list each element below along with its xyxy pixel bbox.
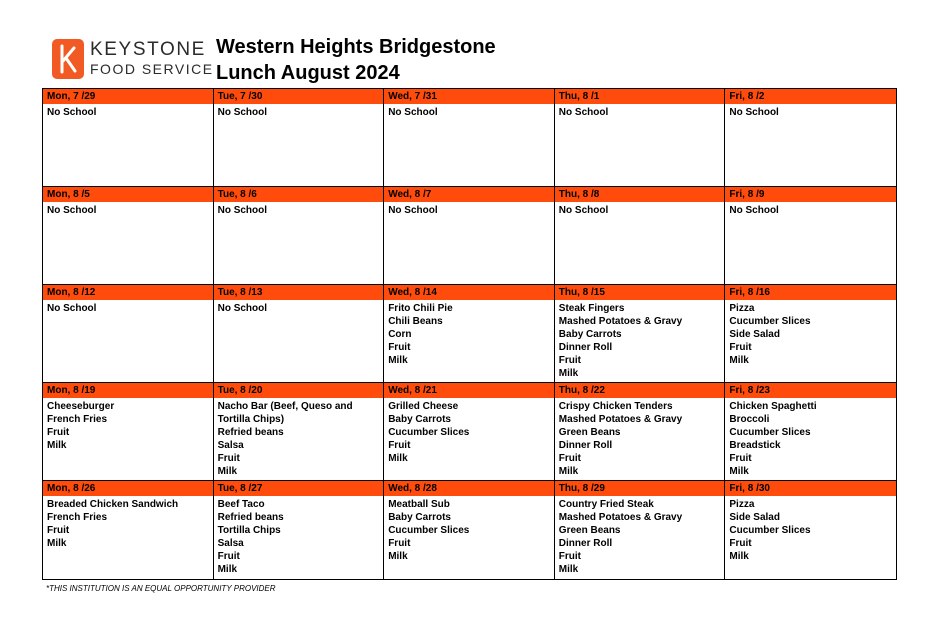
day-cell [214, 481, 385, 579]
day-header: Mon, 8 /5 [43, 187, 213, 202]
day-header: Wed, 8 /7 [384, 187, 554, 202]
menu-item: Baby Carrots [558, 329, 622, 340]
keystone-k-logo-icon [52, 39, 84, 79]
day-header: Mon, 8 /19 [43, 383, 213, 398]
menu-item: Cucumber Slices [729, 525, 811, 536]
day-cell [43, 89, 214, 187]
day-header: Wed, 7 /31 [384, 89, 554, 104]
menu-item: Fruit [729, 453, 752, 464]
menu-items [214, 300, 384, 315]
day-cell [555, 187, 726, 285]
menu-item: No School [217, 303, 268, 314]
day-cell [214, 89, 385, 187]
day-cell [725, 383, 896, 481]
menu-item: Milk [388, 453, 408, 464]
menu-item: Fruit [388, 440, 411, 451]
day-cell [384, 187, 555, 285]
menu-item: Cheeseburger [47, 401, 115, 412]
menu-item: Tortilla Chips) [217, 414, 285, 425]
menu-item: Baby Carrots [388, 414, 451, 425]
menu-items [384, 202, 554, 217]
day-header: Mon, 7 /29 [43, 89, 213, 104]
menu-items [725, 202, 896, 217]
day-cell [214, 383, 385, 481]
menu-items [43, 496, 213, 550]
menu-item: Meatball Sub [388, 499, 450, 510]
menu-item: Tortilla Chips [217, 525, 281, 536]
day-header: Thu, 8 /8 [555, 187, 725, 202]
menu-item: Cucumber Slices [388, 427, 470, 438]
menu-item: Fruit [217, 453, 240, 464]
menu-items [725, 496, 896, 563]
menu-items [384, 496, 554, 563]
day-cell [725, 89, 896, 187]
menu-item: Mashed Potatoes & Gravy [558, 512, 683, 523]
menu-item: Cucumber Slices [729, 316, 811, 327]
menu-items [725, 300, 896, 367]
day-cell [725, 187, 896, 285]
menu-item: Grilled Cheese [388, 401, 459, 412]
day-header: Fri, 8 /30 [725, 481, 896, 496]
day-cell [214, 285, 385, 383]
menu-item: Baby Carrots [388, 512, 451, 523]
day-header: Tue, 8 /6 [214, 187, 384, 202]
menu-items [43, 104, 213, 119]
menu-item: Fruit [217, 551, 240, 562]
menu-item: Breaded Chicken Sandwich [47, 499, 179, 510]
day-header: Wed, 8 /21 [384, 383, 554, 398]
day-header: Mon, 8 /12 [43, 285, 213, 300]
menu-item: No School [388, 107, 438, 118]
menu-item: Fruit [558, 551, 582, 562]
menu-item: Milk [729, 551, 749, 562]
menu-item: Fruit [388, 342, 411, 353]
menu-item: Pizza [729, 499, 755, 510]
day-cell [384, 383, 555, 481]
menu-item: Milk [558, 564, 579, 575]
day-header: Wed, 8 /28 [384, 481, 554, 496]
menu-item: Mashed Potatoes & Gravy [558, 316, 683, 327]
day-header: Thu, 8 /22 [555, 383, 725, 398]
menu-items [555, 398, 725, 478]
menu-item: Dinner Roll [558, 342, 613, 353]
menu-item: Milk [217, 466, 238, 477]
day-cell [214, 187, 385, 285]
menu-item: Salsa [217, 538, 244, 549]
menu-items [555, 104, 725, 119]
menu-item: Steak Fingers [558, 303, 625, 314]
equal-opportunity-notice: *THIS INSTITUTION IS AN EQUAL OPPORTUNITY PROVIDER [46, 584, 276, 593]
day-cell [43, 481, 214, 579]
day-header: Tue, 8 /13 [214, 285, 384, 300]
day-cell [384, 285, 555, 383]
day-header: Tue, 8 /20 [214, 383, 384, 398]
menu-item: Fruit [47, 427, 70, 438]
day-header: Thu, 8 /29 [555, 481, 725, 496]
day-header: Fri, 8 /23 [725, 383, 896, 398]
menu-item: Dinner Roll [558, 538, 613, 549]
menu-items [384, 104, 554, 119]
menu-item: Fruit [729, 538, 752, 549]
day-cell [555, 383, 726, 481]
menu-item: Side Salad [729, 512, 780, 523]
day-header: Thu, 8 /15 [555, 285, 725, 300]
menu-item: Refried beans [217, 512, 284, 523]
day-header: Wed, 8 /14 [384, 285, 554, 300]
menu-item: Nacho Bar (Beef, Queso and [217, 401, 353, 412]
menu-items [725, 104, 896, 119]
day-cell [725, 285, 896, 383]
menu-item: Corn [388, 329, 412, 340]
menu-items [43, 202, 213, 217]
menu-item: Cucumber Slices [729, 427, 811, 438]
menu-item: Fruit [47, 525, 70, 536]
day-cell [43, 383, 214, 481]
day-header: Tue, 7 /30 [214, 89, 384, 104]
menu-items [555, 300, 725, 380]
menu-item: No School [47, 303, 97, 314]
menu-items [43, 300, 213, 315]
page-title [216, 34, 496, 86]
menu-item: No School [729, 205, 779, 216]
menu-items [555, 202, 725, 217]
menu-item: Milk [388, 355, 408, 366]
menu-item: Fruit [558, 453, 582, 464]
menu-item: Pizza [729, 303, 755, 314]
menu-item: French Fries [47, 512, 108, 523]
menu-item: Cucumber Slices [388, 525, 470, 536]
menu-items [384, 300, 554, 367]
menu-item: No School [47, 107, 97, 118]
menu-item: Milk [388, 551, 408, 562]
menu-month: Lunch August 2024 [216, 62, 400, 84]
menu-item: French Fries [47, 414, 108, 425]
menu-item: Crispy Chicken Tenders [558, 401, 673, 412]
day-cell [725, 481, 896, 579]
menu-item: Beef Taco [217, 499, 265, 510]
day-cell [384, 481, 555, 579]
day-cell [43, 187, 214, 285]
logo-text-food-service: FOOD SERVICE [90, 61, 214, 77]
logo-text-keystone: KEYSTONE [90, 39, 206, 60]
menu-items [725, 398, 896, 478]
menu-item: Chicken Spaghetti [729, 401, 817, 412]
menu-item: No School [729, 107, 779, 118]
menu-item: Dinner Roll [558, 440, 613, 451]
day-header: Fri, 8 /9 [725, 187, 896, 202]
menu-items [384, 398, 554, 465]
menu-item: No School [558, 205, 609, 216]
menu-item: No School [558, 107, 609, 118]
menu-items [214, 104, 384, 119]
menu-items [214, 398, 384, 478]
menu-item: Fruit [388, 538, 411, 549]
menu-items [214, 202, 384, 217]
day-header: Tue, 8 /27 [214, 481, 384, 496]
menu-item: No School [217, 205, 268, 216]
menu-item: No School [388, 205, 438, 216]
menu-item: Milk [47, 440, 67, 451]
menu-item: Side Salad [729, 329, 780, 340]
menu-item: Country Fried Steak [558, 499, 654, 510]
menu-item: Mashed Potatoes & Gravy [558, 414, 683, 425]
menu-items [214, 496, 384, 576]
menu-item: Breadstick [729, 440, 781, 451]
menu-item: Milk [558, 368, 579, 379]
menu-item: Salsa [217, 440, 244, 451]
menu-item: Fruit [558, 355, 582, 366]
day-header: Mon, 8 /26 [43, 481, 213, 496]
menu-item: Green Beans [558, 427, 621, 438]
menu-item: Milk [729, 355, 749, 366]
day-header: Fri, 8 /2 [725, 89, 896, 104]
keystone-logo [52, 39, 214, 81]
day-header: Fri, 8 /16 [725, 285, 896, 300]
menu-item: Milk [47, 538, 67, 549]
day-cell [555, 481, 726, 579]
menu-item: No School [217, 107, 268, 118]
day-cell [555, 89, 726, 187]
menu-item: Broccoli [729, 414, 770, 425]
menu-item: Fruit [729, 342, 752, 353]
day-header: Thu, 8 /1 [555, 89, 725, 104]
day-cell [384, 89, 555, 187]
menu-item: No School [47, 205, 97, 216]
menu-item: Milk [729, 466, 749, 477]
menu-item: Chili Beans [388, 316, 443, 327]
day-cell [43, 285, 214, 383]
school-name: Western Heights Bridgestone [216, 36, 496, 58]
menu-item: Refried beans [217, 427, 284, 438]
day-cell [555, 285, 726, 383]
menu-item: Frito Chili Pie [388, 303, 453, 314]
menu-items [555, 496, 725, 576]
menu-calendar-grid [42, 88, 897, 580]
menu-item: Green Beans [558, 525, 621, 536]
menu-items [43, 398, 213, 452]
menu-item: Milk [217, 564, 238, 575]
menu-item: Milk [558, 466, 579, 477]
